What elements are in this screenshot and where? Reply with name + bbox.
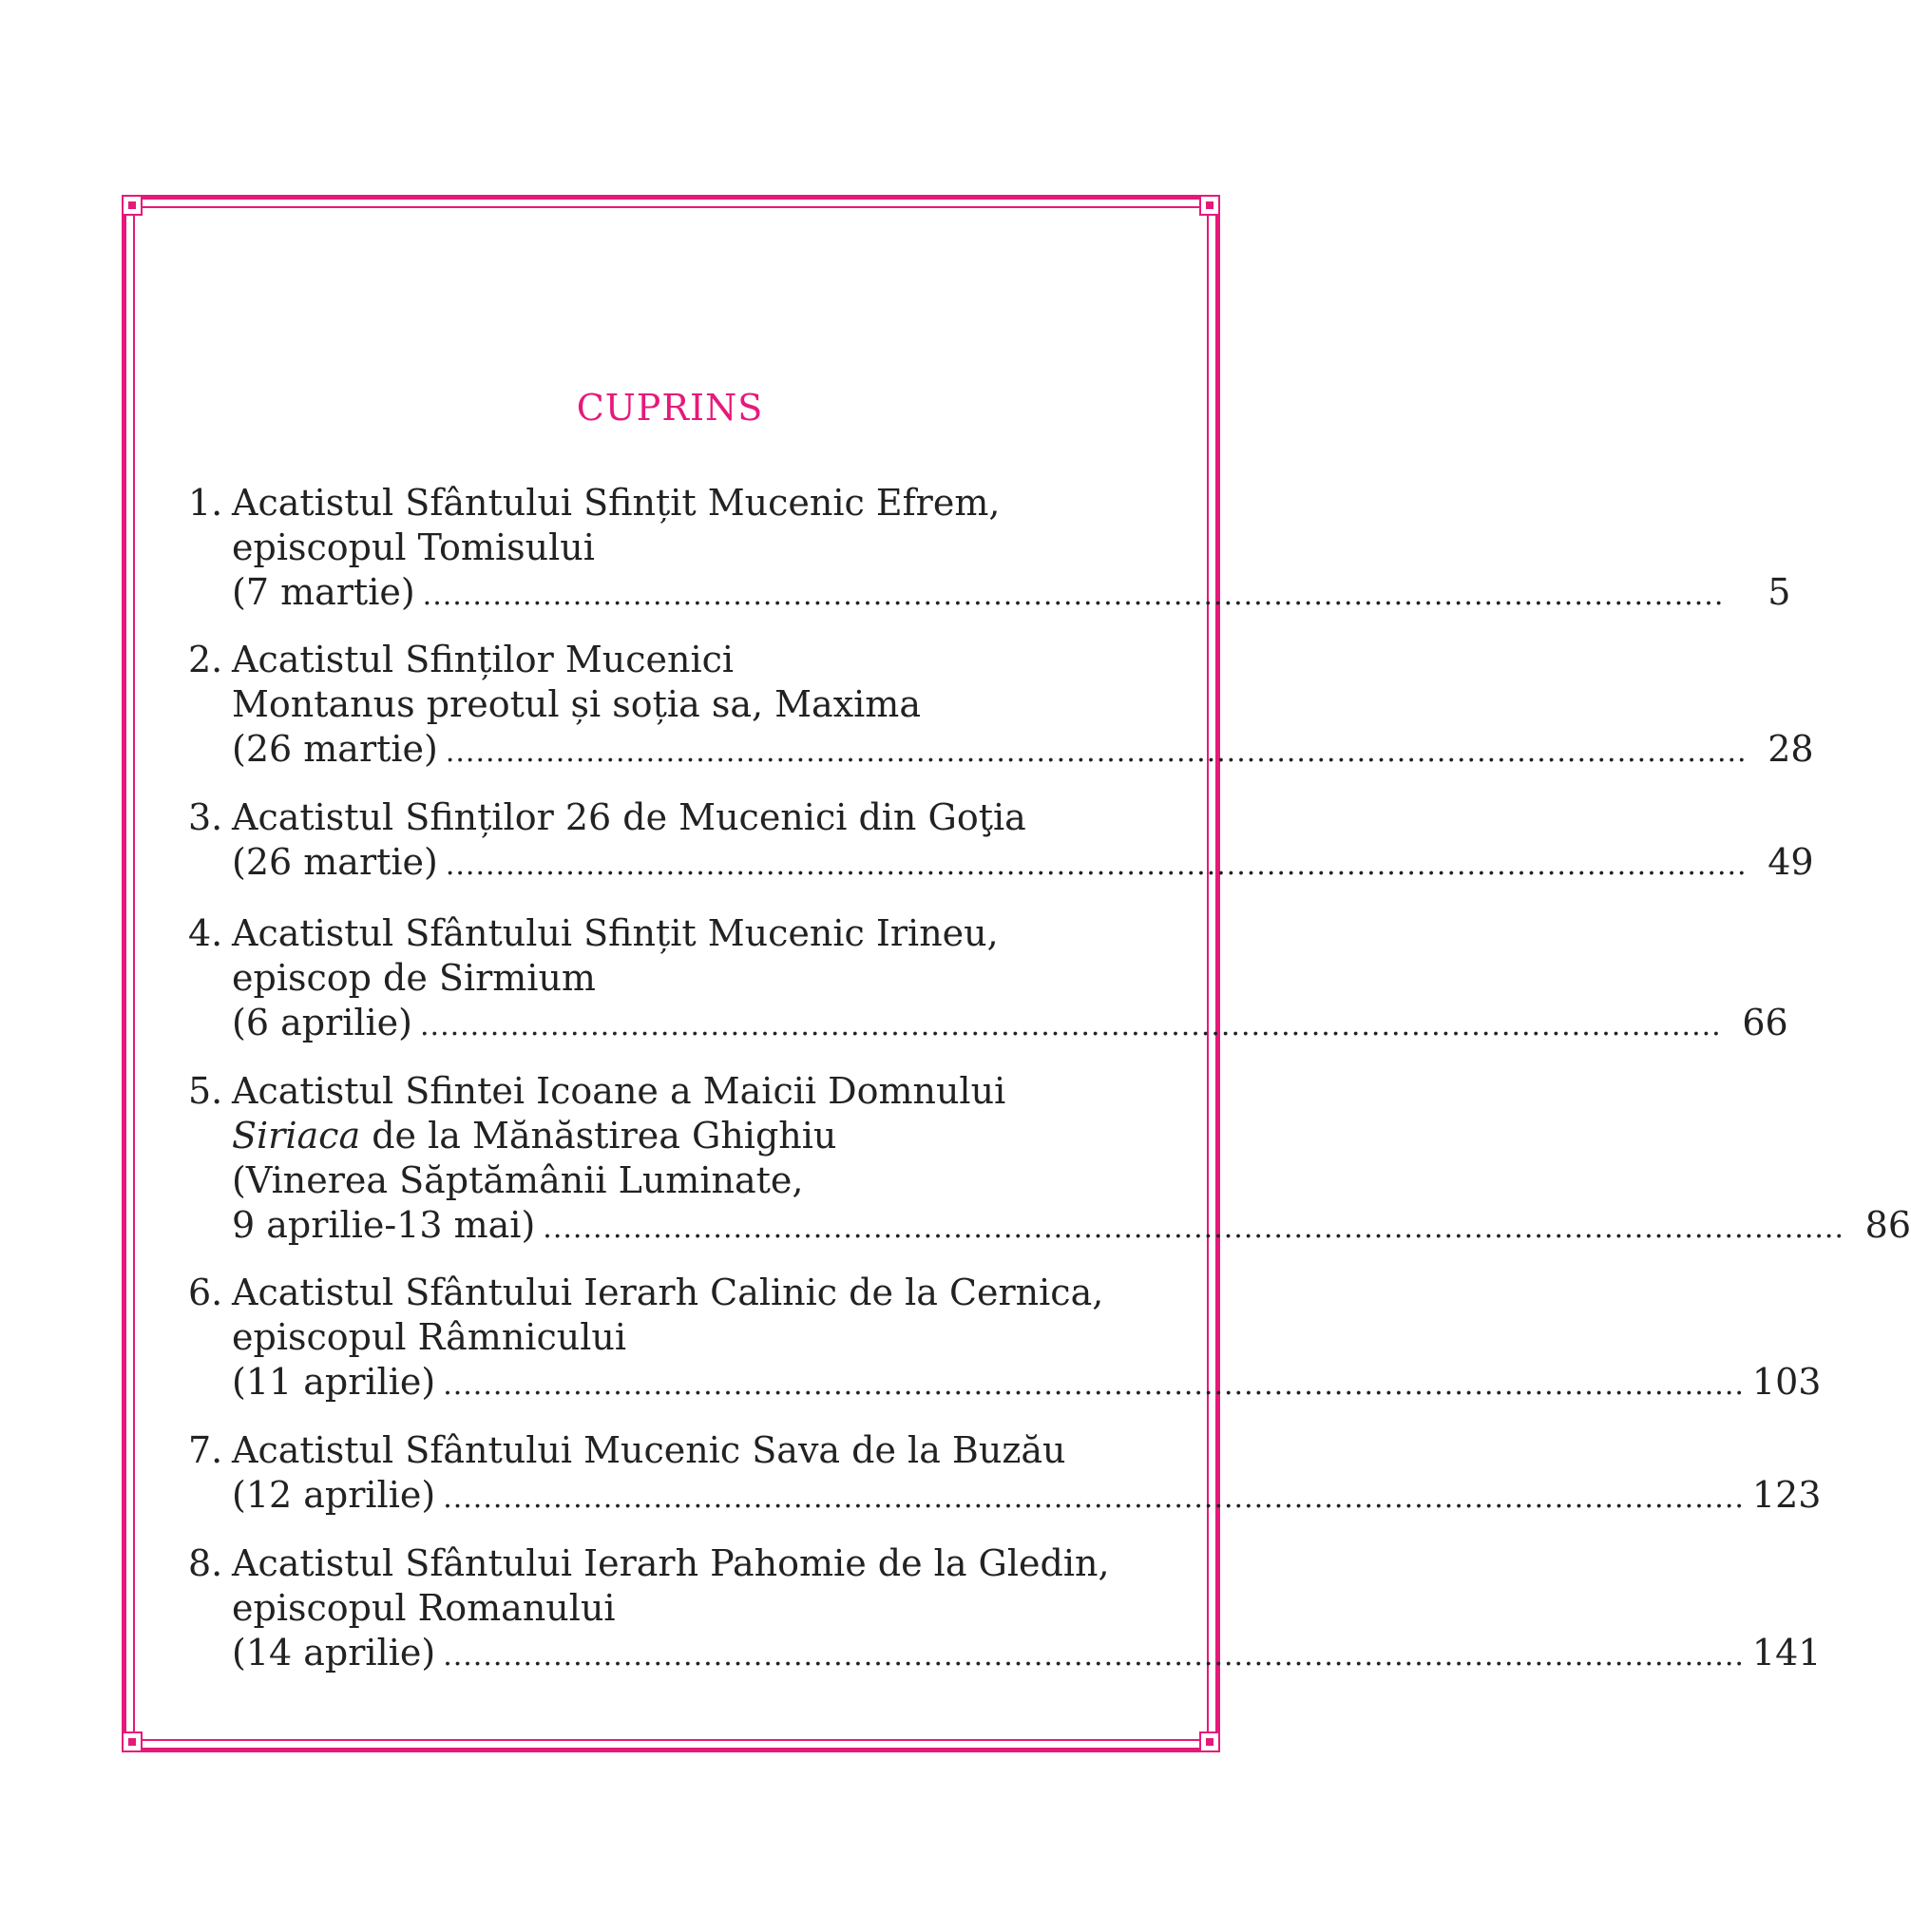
toc-entry-7[interactable] <box>188 1428 1822 1518</box>
entry-date: (12 aprilie) <box>232 1474 436 1516</box>
leader-dots: .................................................................................................................................. <box>422 579 1725 612</box>
entry-page-number: 103 <box>1751 1361 1822 1403</box>
entry-number: 1. <box>188 482 223 524</box>
leader-dots: .................................................................................................................................. <box>543 1212 1844 1245</box>
toc-entry-1[interactable] <box>188 481 1791 615</box>
leader-dots: .................................................................................................................................. <box>445 736 1748 769</box>
entry-page-number: 141 <box>1751 1632 1822 1674</box>
entry-page-number: 49 <box>1768 841 1814 883</box>
entry-title-line: episcopul Romanului <box>232 1587 616 1629</box>
toc-entry-3[interactable] <box>188 795 1814 885</box>
entry-date: (26 martie) <box>232 728 438 770</box>
icon-name-italic: Siriaca <box>232 1115 361 1157</box>
entry-page-number: 86 <box>1864 1204 1911 1246</box>
entry-date: (26 martie) <box>232 841 438 883</box>
entry-page-number: 5 <box>1768 571 1791 613</box>
leader-dots: .................................................................................................................................. <box>443 1639 1745 1673</box>
page-title: CUPRINS <box>576 387 764 429</box>
entry-number: 8. <box>188 1542 223 1584</box>
entry-title-line: (Vinerea Săptămânii Luminate, <box>232 1159 804 1201</box>
entry-title-line: de la Mănăstirea Ghighiu <box>360 1115 837 1157</box>
entry-title-line: Acatistul Sfântului Sfințit Mucenic Efrem, <box>232 482 1001 524</box>
entry-number: 5. <box>188 1070 223 1112</box>
entry-page-number: 123 <box>1751 1474 1822 1516</box>
entry-title-line: Acatistul Sfinților Mucenici <box>232 639 735 680</box>
entry-title-line: Acatistul Sfintei Icoane a Maicii Domnului <box>232 1070 1006 1112</box>
toc-entry-2[interactable] <box>188 638 1814 772</box>
entry-date: 9 aprilie-13 mai) <box>232 1204 536 1246</box>
entry-title-line: Acatistul Sfântului Sfințit Mucenic Irineu, <box>232 912 999 954</box>
entry-date: (11 aprilie) <box>232 1361 436 1403</box>
table-of-contents <box>188 481 1911 1675</box>
entry-page-number: 28 <box>1768 728 1814 770</box>
entry-title-line: episcopul Râmnicului <box>232 1316 626 1358</box>
leader-dots: .................................................................................................................................. <box>420 1009 1722 1043</box>
entry-title-line: episcop de Sirmium <box>232 957 596 999</box>
entry-date: (6 aprilie) <box>232 1002 412 1043</box>
toc-entry-6[interactable] <box>188 1271 1822 1405</box>
entry-title-line: Montanus preotul și soția sa, Maxima <box>232 683 921 725</box>
entry-page-number: 66 <box>1742 1002 1788 1043</box>
entry-title-line: episcopul Tomisului <box>232 526 595 568</box>
corner-ornament-bottom-right <box>1199 1731 1220 1752</box>
leader-dots: .................................................................................................................................. <box>443 1368 1745 1402</box>
toc-entry-4[interactable] <box>188 911 1788 1045</box>
entry-number: 7. <box>188 1429 223 1471</box>
entry-date: (7 martie) <box>232 571 415 613</box>
entry-date: (14 aprilie) <box>232 1632 436 1674</box>
corner-ornament-top-left <box>122 195 143 216</box>
entry-number: 6. <box>188 1272 223 1313</box>
leader-dots: .................................................................................................................................. <box>445 849 1748 882</box>
entry-title-line: Acatistul Sfinților 26 de Mucenici din Goţia <box>232 796 1026 838</box>
entry-number: 3. <box>188 796 223 838</box>
entry-title-line: Acatistul Sfântului Mucenic Sava de la Buzău <box>232 1429 1066 1471</box>
entry-title-line: Acatistul Sfântului Ierarh Calinic de la Cernica, <box>232 1272 1104 1313</box>
toc-entry-8[interactable] <box>188 1541 1822 1675</box>
leader-dots: .................................................................................................................................. <box>443 1482 1745 1515</box>
corner-ornament-bottom-left <box>122 1731 143 1752</box>
entry-number: 2. <box>188 639 223 680</box>
entry-title-line: Acatistul Sfântului Ierarh Pahomie de la Gledin, <box>232 1542 1110 1584</box>
corner-ornament-top-right <box>1199 195 1220 216</box>
toc-entry-5[interactable] <box>188 1069 1911 1248</box>
entry-number: 4. <box>188 912 223 954</box>
